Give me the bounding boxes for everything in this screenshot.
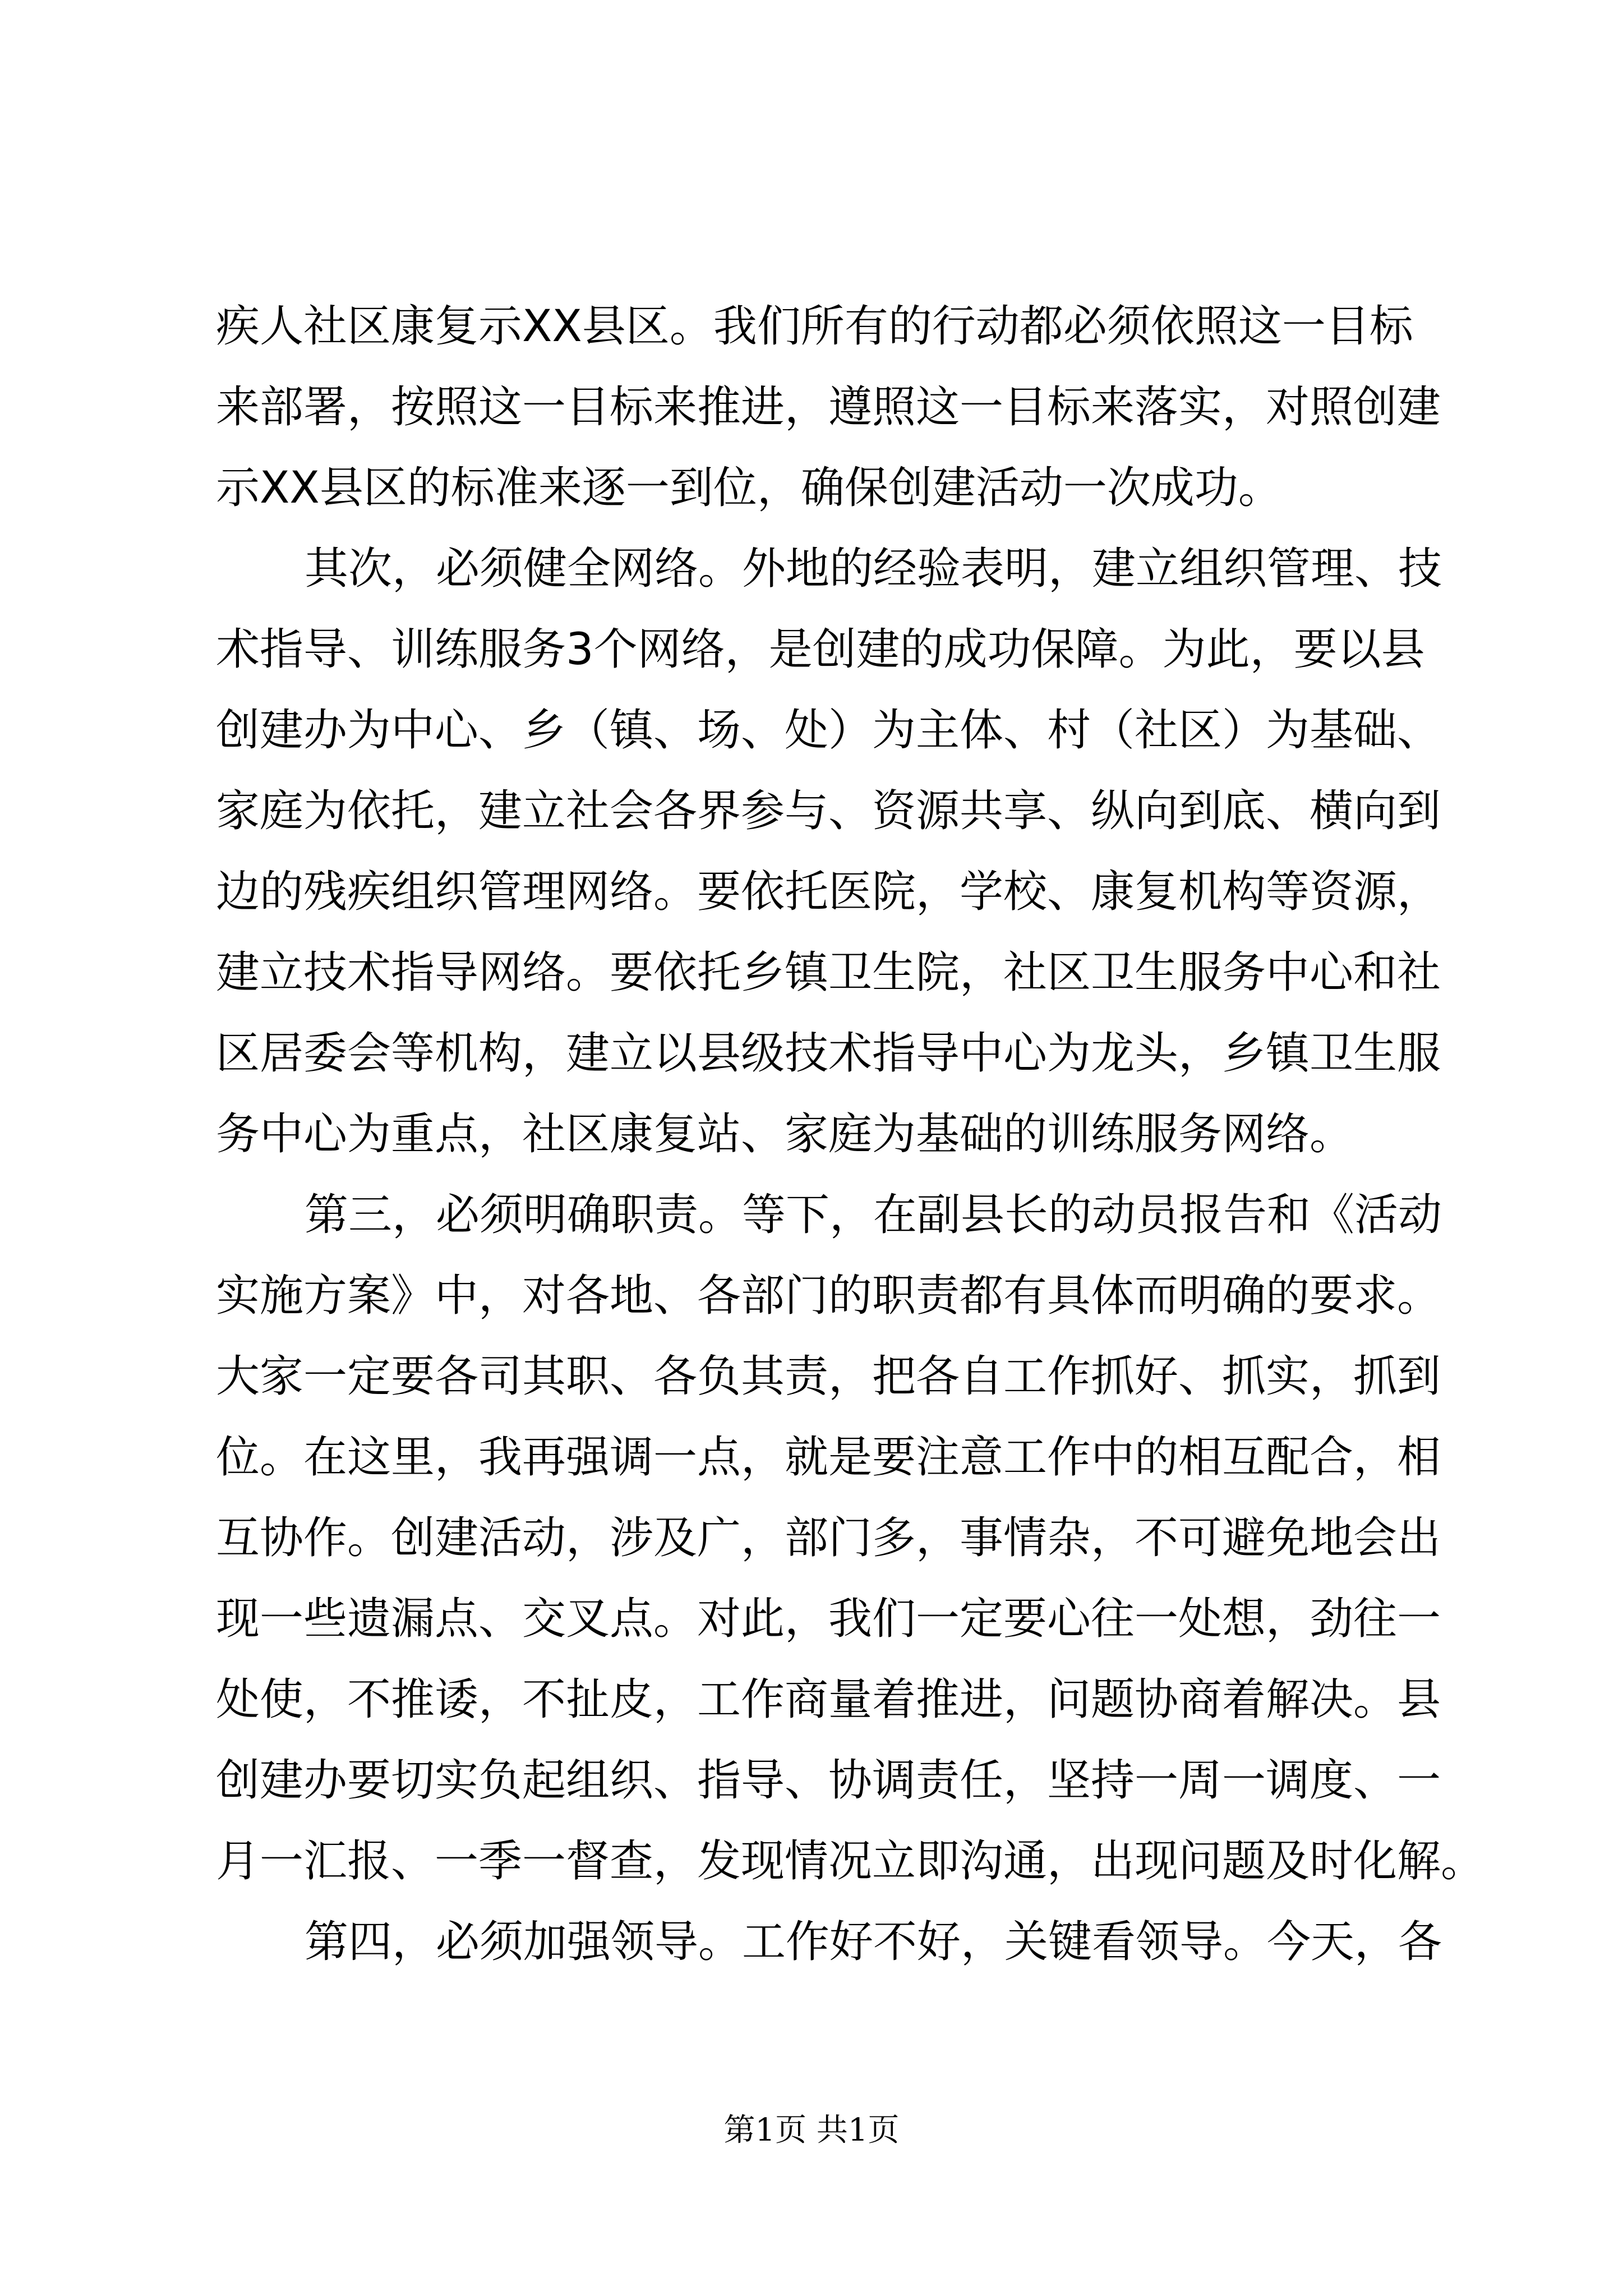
paragraph-start-line: 其次，必须健全网络。外地的经验表明，建立组织管理、技 bbox=[305, 544, 1442, 594]
text-line: 现一些遗漏点、交叉点。对此，我们一定要心往一处想，劲往一 bbox=[216, 1594, 1441, 1644]
paragraph-start-line: 第三，必须明确职责。等下，在副县长的动员报告和《活动 bbox=[305, 1190, 1442, 1240]
text-line: 务中心为重点，社区康复站、家庭为基础的训练服务网络。 bbox=[216, 1109, 1354, 1159]
text-line: 创建办为中心、乡（镇、场、处）为主体、村（社区）为基础、 bbox=[216, 705, 1441, 756]
text-line: 示XX县区的标准来逐一到位，确保创建活动一次成功。 bbox=[216, 463, 1282, 513]
text-line: 位。在这里，我再强调一点，就是要注意工作中的相互配合，相 bbox=[216, 1432, 1441, 1483]
page-number-footer: 第1页 共1页 bbox=[723, 2112, 900, 2148]
text-line: 月一汇报、一季一督查，发现情况立即沟通，出现问题及时化解。 bbox=[216, 1836, 1485, 1887]
text-line: 疾人社区康复示XX县区。我们所有的行动都必须依照这一目标 bbox=[216, 301, 1413, 352]
text-line: 边的残疾组织管理网络。要依托医院，学校、康复机构等资源， bbox=[216, 867, 1441, 917]
text-line: 家庭为依托，建立社会各界参与、资源共享、纵向到底、横向到 bbox=[216, 786, 1441, 836]
document-body bbox=[216, 286, 1485, 1982]
text-line: 互协作。创建活动，涉及广，部门多，事情杂，不可避免地会出 bbox=[216, 1513, 1441, 1563]
text-line: 来部署，按照这一目标来推进，遵照这一目标来落实，对照创建 bbox=[216, 382, 1441, 432]
paragraph-start-line: 第四，必须加强领导。工作好不好，关键看领导。今天，各 bbox=[305, 1917, 1442, 1967]
text-line: 创建办要切实负起组织、指导、协调责任，坚持一周一调度、一 bbox=[216, 1755, 1441, 1806]
text-line: 建立技术指导网络。要依托乡镇卫生院，社区卫生服务中心和社 bbox=[216, 947, 1441, 998]
text-line: 区居委会等机构，建立以县级技术指导中心为龙头，乡镇卫生服 bbox=[216, 1028, 1441, 1079]
text-line: 处使，不推诿，不扯皮，工作商量着推进，问题协商着解决。县 bbox=[216, 1674, 1441, 1725]
text-line: 实施方案》中，对各地、各部门的职责都有具体而明确的要求。 bbox=[216, 1271, 1441, 1321]
text-line: 术指导、训练服务3个网络，是创建的成功保障。为此，要以县 bbox=[216, 624, 1425, 675]
text-line: 大家一定要各司其职、各负其责，把各自工作抓好、抓实，抓到 bbox=[216, 1351, 1441, 1402]
